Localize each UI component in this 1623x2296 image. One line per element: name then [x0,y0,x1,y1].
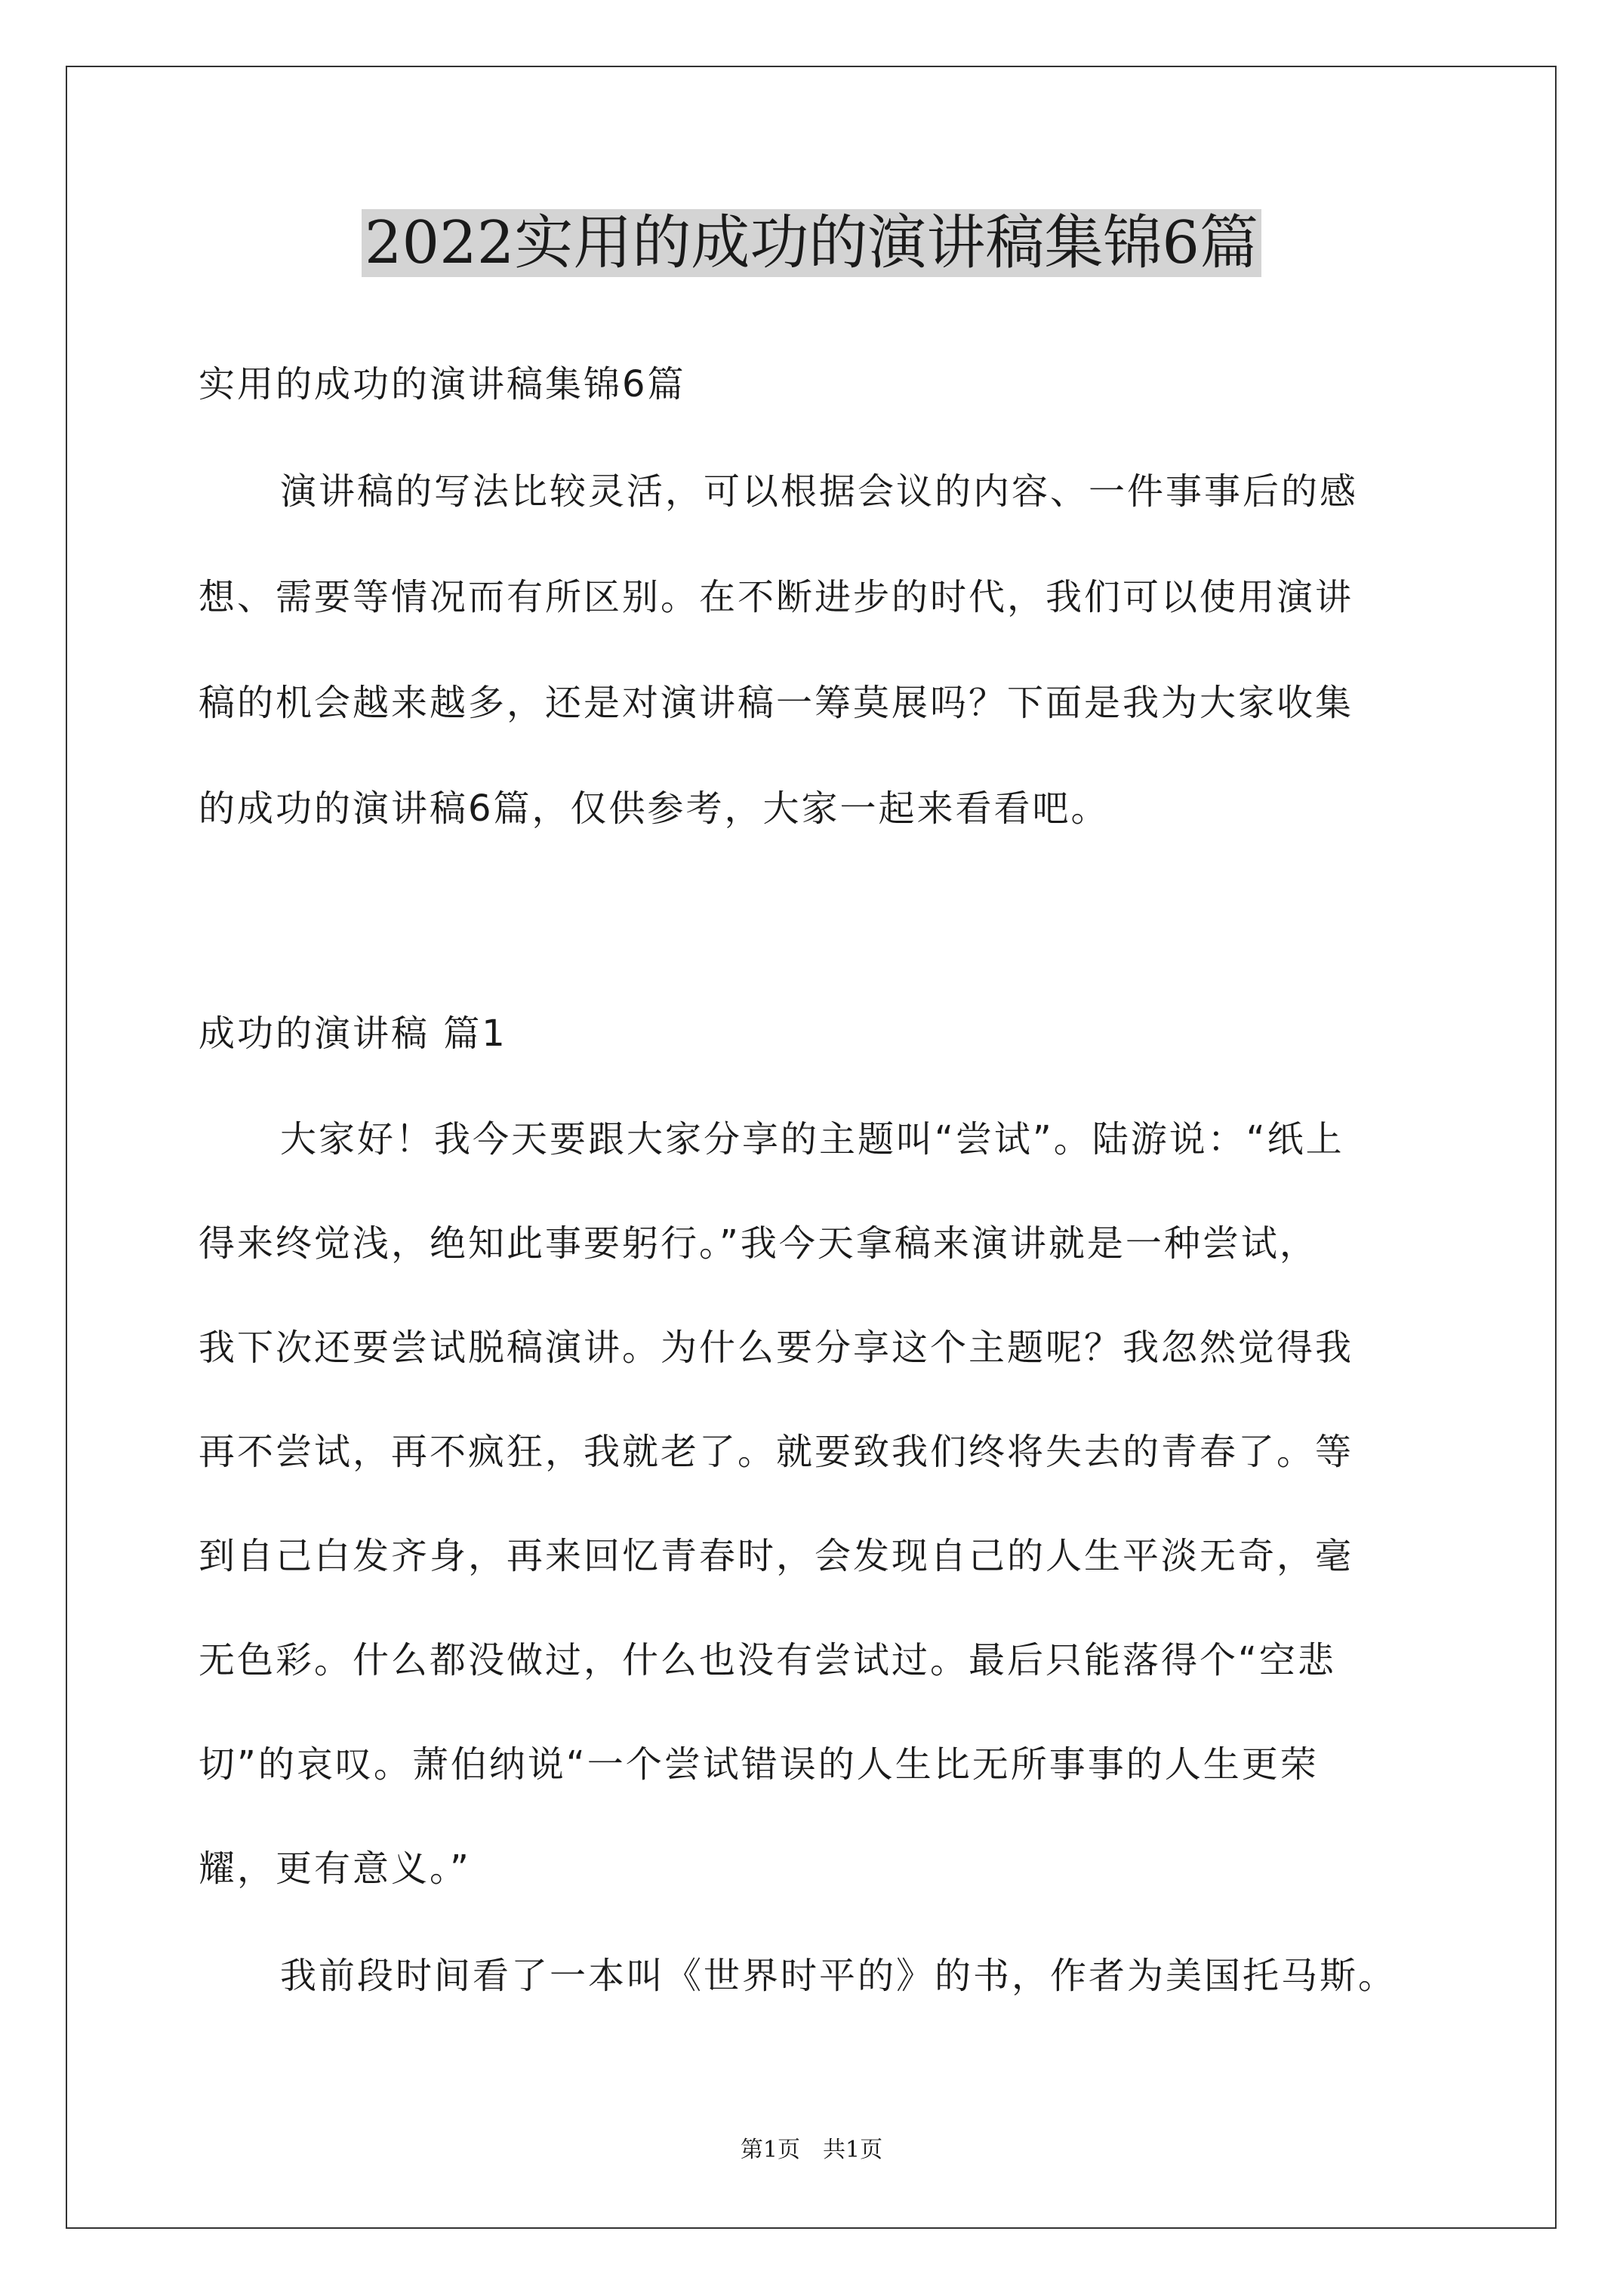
intro-line: 想、需要等情况而有所区别。在不断进步的时代，我们可以使用演讲 [199,576,1354,618]
intro-line: 的成功的演讲稿6篇，仅供参考，大家一起来看看吧。 [199,787,1110,830]
body-line: 再不尝试，再不疯狂，我就老了。就要致我们终将失去的青春了。等 [199,1431,1354,1473]
section-heading: 成功的演讲稿 篇1 [199,1012,507,1055]
body-line: 无色彩。什么都没做过，什么也没有尝试过。最后只能落得个“空悲 [199,1639,1336,1681]
intro-line: 演讲稿的写法比较灵活，可以根据会议的内容、一件事事后的感 [280,470,1359,513]
document-title [0,205,1623,281]
subtitle: 实用的成功的演讲稿集锦6篇 [199,363,686,405]
body-line: 得来终觉浅，绝知此事要躬行。”我今天拿稿来演讲就是一种尝试， [199,1222,1318,1265]
body-line: 我下次还要尝试脱稿演讲。为什么要分享这个主题呢？我忽然觉得我 [199,1327,1354,1369]
page-footer: 第1页 共1页 [740,2137,883,2163]
body-line: 耀，更有意义。” [199,1848,471,1890]
body-line: 大家好！我今天要跟大家分享的主题叫“尝试”。陆游说：“纸上 [280,1118,1344,1160]
intro-line: 稿的机会越来越多，还是对演讲稿一筹莫展吗？下面是我为大家收集 [199,682,1354,724]
body-line: 我前段时间看了一本叫《世界时平的》的书，作者为美国托马斯。 [280,1955,1397,1997]
title-text: 2022实用的成功的演讲稿集锦6篇 [362,209,1261,277]
body-line: 切”的哀叹。萧伯纳说“一个尝试错误的人生比无所事事的人生更荣 [199,1743,1319,1786]
body-line: 到自己白发齐身，再来回忆青春时，会发现自己的人生平淡无奇，毫 [199,1535,1354,1577]
